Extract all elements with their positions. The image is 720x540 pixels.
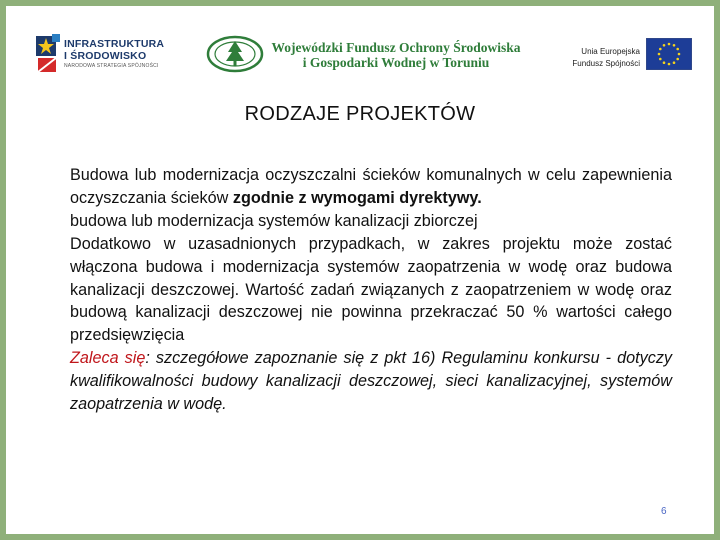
slide [6,6,714,534]
logo-line-3: NARODOWA STRATEGIA SPÓJNOŚCI [64,63,159,69]
wfos-tree-emblem-icon [206,34,264,74]
logo-line-1: INFRASTRUKTURA [64,38,165,50]
wfos-logo-text [270,40,522,70]
logo-line-2: I ŚRODOWISKO [64,50,147,62]
slide-title: RODZAJE PROJEKTÓW [244,103,476,125]
header [6,6,714,86]
slide-content [70,164,672,416]
paragraph-2: budowa lub modernizacja systemów kanalizacji zbiorczej [70,211,478,230]
paragraph-1 [70,164,672,210]
page-number: 6 [661,506,667,517]
wfos-line-2: i Gospodarki Wodnej w Toruniu [302,55,490,70]
eu-line-1: Unia Europejska [581,47,640,56]
paragraph-1-bold: zgodnie z wymogami dyrektywy. [232,188,482,207]
infrastruktura-logo-text [64,38,164,71]
wfos-logo [206,34,526,78]
recommendation-text: : szczegółowe zapoznanie się z pkt 16) Regulaminu konkursu - dotyczy kwalifikowalności budowy kanalizacji deszczowej, sieci kanalizacyjnej, systemów zaopatrzenia w wodę. [70,349,673,414]
eu-line-2: Fundusz Spójności [572,59,640,68]
infrastruktura-srodowisko-logo [34,32,184,78]
wfos-line-1: Wojewódzki Fundusz Ochrony Środowiska [271,40,521,55]
eu-label [554,46,640,70]
fundusze-europejskie-star-icon [34,32,62,76]
eu-flag-icon [646,38,692,70]
paragraph-3: Dodatkowo w uzasadnionych przypadkach, w zakres projektu może zostać włączona budowa i modernizacja systemów zaopatrzenia w wodę oraz budowa kanalizacji deszczowej. Wartość zadań związanych z zaopatrzeniem w wodę oraz budową kanalizacji deszczowej nie powinna przekraczać 50 % wartości całego przedsięwzięcia [70,234,672,345]
paragraph-4 [70,347,672,416]
paragraph-1-text: Budowa lub modernizacja oczyszczalni ścieków komunalnych w celu zapewnienia oczyszczania ścieków [70,166,672,207]
recommendation-label: Zaleca się [70,349,146,368]
